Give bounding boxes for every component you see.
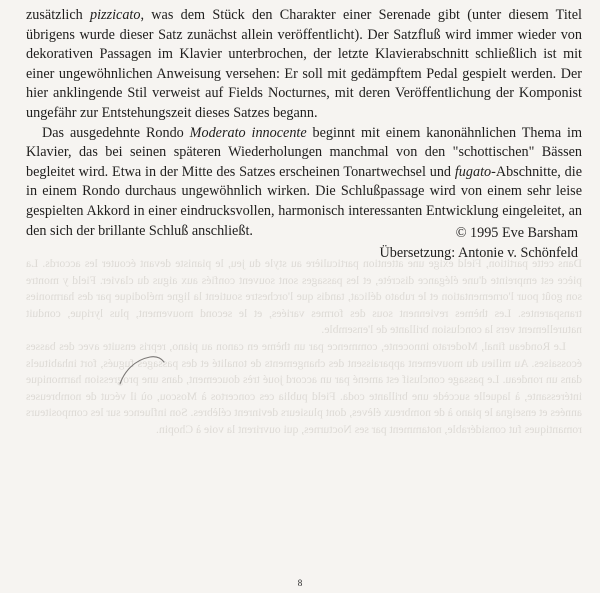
italic-term-fugato: fugato — [454, 163, 492, 180]
page-number: 8 — [297, 578, 303, 588]
show-through-paragraph: Dans cette partition, Field exige une attention particulière au style du jeu, le pianiste devant écouter les accords. La pièce est empreinte d'une élégance discrète, et les passages sont souvent confiés aux aigus du clavier. Field y montre son goût pour l'ornementation et le rubato délicat, tandis que l'orchestre soutient la ligne mélodique par des harmonies transparentes. Les thèmes reviennent sous des formes variées, et le second mouvement, plus lyrique, conduit naturellement vers la conclusion brillante de l'ensemble. — [26, 257, 582, 337]
copyright-line: © 1995 Eve Barsham — [455, 225, 578, 241]
main-text — [26, 6, 582, 241]
text-segment: -Abschnitte, die in einem Rondo durchaus ungewöhnlich wirken. Die Schlußpassage wird von einem sehr leise gespielten Akkord in einer eindrucksvollen, harmonisch interessanten Entwicklung eingeleitet, an den sich der brillante Schluß anschließt. — [26, 163, 583, 239]
text-segment: zusätzlich — [26, 7, 91, 23]
italic-term-moderato-innocente: Moderato innocente — [189, 124, 307, 141]
show-through-text — [26, 256, 582, 439]
show-through-paragraph: Le Rondeau final, Moderato innocente, commence par un thème en canon au piano, repris ensuite avec des basses écossaises. Au milieu du mouvement apparaissent des changements de tonalité et des passages fugués, fort inhabituels dans un rondeau. Le passage conclusif est amené par un accord joué très doucement, dans une progression harmonique intéressante, à laquelle succède une brillante coda. Field publia ces concertos à Moscou, où il vécut de nombreuses années et enseigna le piano à de nombreux élèves, dont plusieurs devinrent célèbres. Son influence sur les compositeurs romantiques fut considérable, notamment par ses Nocturnes, qui ouvrirent la voie à Chopin. — [25, 339, 582, 436]
text-segment: , was dem Stück den Charakter einer Serenade gibt (unter diesem Titel übrigens wurde dieser Satz zunächst allein veröffentlicht). Der Satzfluß wird immer wieder von dekorativen Passagen im Klavier unterbrochen, der letzte Klavierabschnitt schließlich ist mit einer ungewöhnlichen Anweisung versehen: Er soll mit gedämpftem Pedal gespielt werden. Der hier anklingende Stil verweist auf Fields Nocturnes, mit deren Veröffentlichung der Komponist ungefähr zur Entstehungszeit dieses Satzes begann. — [26, 7, 582, 121]
translation-credit: Übersetzung: Antonie v. Schönfeld — [379, 244, 578, 261]
text-segment: Das ausgedehnte Rondo — [42, 124, 190, 141]
italic-term-pizzicato: pizzicato — [90, 7, 141, 23]
paragraph-serenade — [26, 6, 582, 124]
text-segment: beginnt mit einem kanonähnlichen Thema im Klavier, das bei seinen späteren Wiederholungen manchmal von den "schottischen" Bässen begleitet wird. Etwa in der Mitte des Satzes erscheinen Tonartwechsel und — [26, 124, 582, 180]
